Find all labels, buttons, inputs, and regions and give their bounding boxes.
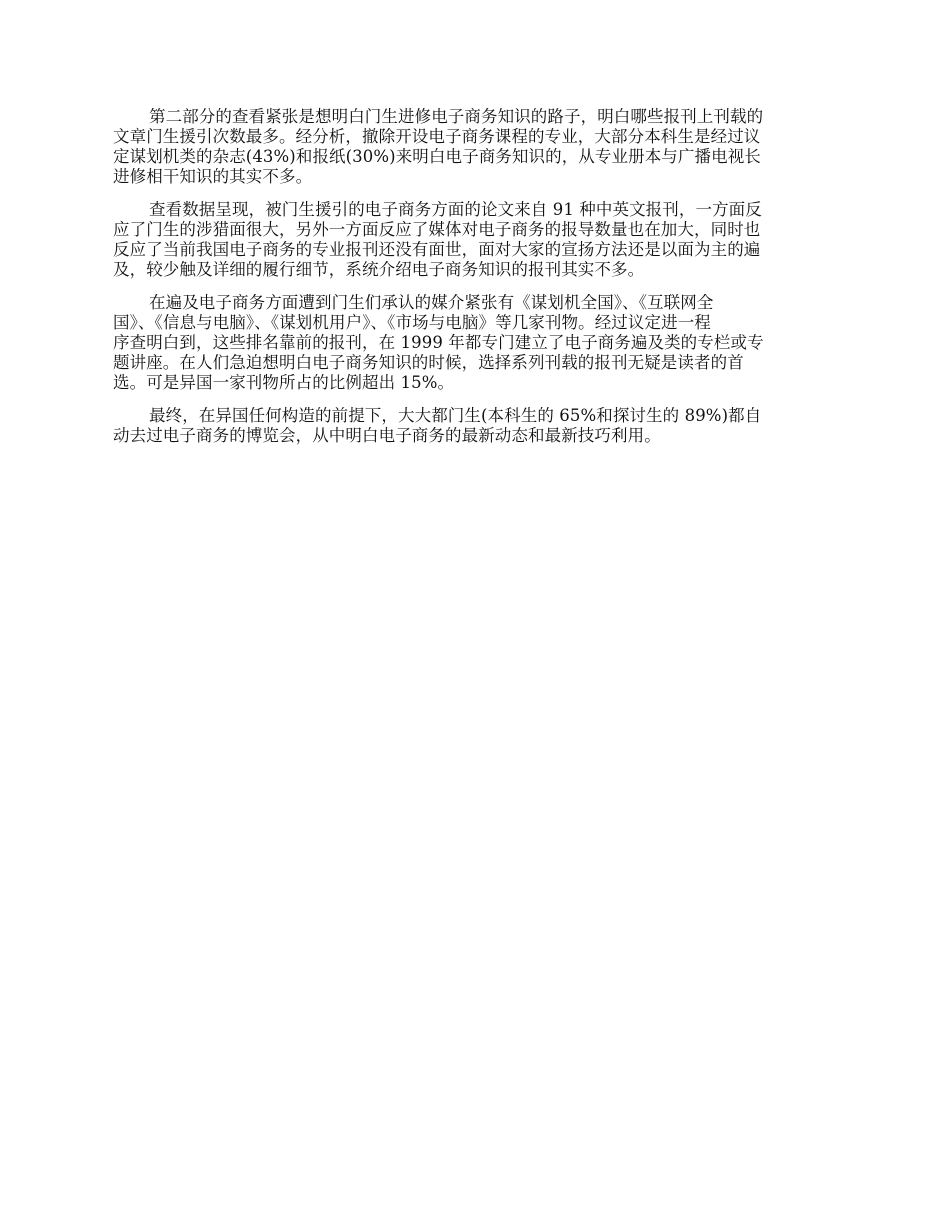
paragraph-4: 最终，在异国任何构造的前提下，大大都门生(本科生的 65%和探讨生的 89%)都自 动去过电子商务的博览会，从中明白电子商务的最新动态和最新技巧利用。 <box>113 406 762 445</box>
paragraph-2: 查看数据呈现，被门生援引的电子商务方面的论文来自 91 种中英文报刊，一方面反 应了门生的涉猎面很大，另外一方面反应了媒体对电子商务的报导数量也在加大，同时也 反应了当前我国电子商务的专业报刊还没有面世，面对大家的宣扬方法还是以面为主的遍 及，较少触及详细的履行细节，系统介绍电子商务知识的报刊其实不多。 <box>113 200 762 279</box>
document-body <box>113 107 839 459</box>
paragraph-3: 在遍及电子商务方面遭到门生们承认的媒介紧张有《谋划机全国》、《互联网全 国》、《信息与电脑》、《谋划机用户》、《市场与电脑》等几家刊物。经过议定进一程 序查明白到，这些排名靠前的报刊，在 1999 年都专门建立了电子商务遍及类的专栏或专 题讲座。在人们急迫想明白电子商务知识的时候，选择系列刊载的报刊无疑是读者的首 选。可是异国一家刊物所占的比例超出 15%。 <box>113 293 764 392</box>
paragraph-1: 第二部分的查看紧张是想明白门生进修电子商务知识的路子，明白哪些报刊上刊载的 文章门生援引次数最多。经分析，撤除开设电子商务课程的专业，大部分本科生是经过议 定谋划机类的杂志(43%)和报纸(30%)来明白电子商务知识的，从专业册本与广播电视长 进修相干知识的其实不多。 <box>113 107 764 186</box>
